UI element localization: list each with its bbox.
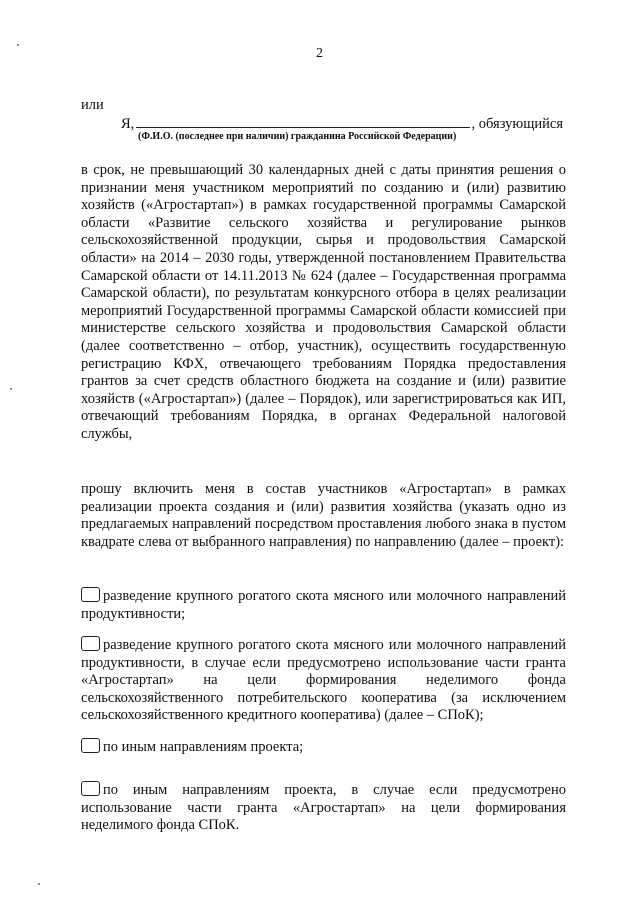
scan-speck xyxy=(10,388,12,390)
option-4-checkbox[interactable] xyxy=(81,781,100,796)
option-1-label: разведение крупного рогатого скота мясного или молочного направлений продуктивности; xyxy=(81,588,566,622)
option-2-checkbox[interactable] xyxy=(81,636,100,651)
applicant-name-field[interactable] xyxy=(136,115,469,128)
option-2 xyxy=(81,636,566,725)
intro-or: или xyxy=(81,97,104,113)
option-4 xyxy=(81,781,566,835)
option-3-checkbox[interactable] xyxy=(81,738,100,753)
page-number: 2 xyxy=(316,46,323,61)
scan-speck xyxy=(38,883,40,885)
applicant-prefix: Я, xyxy=(121,116,135,132)
option-1-checkbox[interactable] xyxy=(81,587,100,602)
option-3 xyxy=(81,738,566,757)
option-1 xyxy=(81,587,566,623)
paragraph-obligation: в срок, не превышающий 30 календарных дней с даты принятия решения о признании меня участником мероприятий по созданию и (или) развитию хозяйств («Агростартап») в рамках государственной программы Самарской области «Развитие сельского хозяйства и регулирование рынков сельскохозяйственной продукции, сырья и продовольствия Самарской области» на 2014 – 2030 годы, утвержденной постановлением Правительства Самарской области от 14.11.2013 № 624 (далее – Государственная программа Самарской области), по результатам конкурсного отбора в целях реализации мероприятий Государственной программы Самарской области комиссией при министерстве сельского хозяйства и продовольствия Самарской области (далее соответственно – отбор, участник), осуществить государственную регистрацию КФХ, отвечающего требованиям Порядка предоставления грантов за счет средств областного бюджета на создание и (или) развитие хозяйств («Агростартап») (далее – Порядок), или зарегистрироваться как ИП, отвечающий требованиям Порядка, в органах Федеральной налоговой службы, xyxy=(81,162,566,442)
option-2-label: разведение крупного рогатого скота мясного или молочного направлений продуктивности, в случае если предусмотрено использование части гранта «Агростартап» на цели формирования неделимого фонда сельскохозяйственного потребительского кооператива (за исключением сельскохозяйственного кредитного кооператива) (далее – СПоК); xyxy=(81,637,566,724)
paragraph-request: прошу включить меня в состав участников «Агростартап» в рамках реализации проекта создания и (или) развития хозяйства (указать одно из предлагаемых направлений посредством проставления любого знака в пустом квадрате слева от выбранного направления) по направлению (далее – проект): xyxy=(81,481,566,550)
option-4-label: по иным направлениям проекта, в случае если предусмотрено использование части гранта «Агростартап» на цели формирования неделимого фонда СПоК. xyxy=(81,782,566,834)
option-3-label: по иным направлениям проекта; xyxy=(103,739,304,755)
applicant-suffix: , обязующийся xyxy=(471,116,563,132)
scan-speck xyxy=(17,44,19,46)
fio-caption: (Ф.И.О. (последнее при наличии) гражданина Российской Федерации) xyxy=(138,131,457,142)
